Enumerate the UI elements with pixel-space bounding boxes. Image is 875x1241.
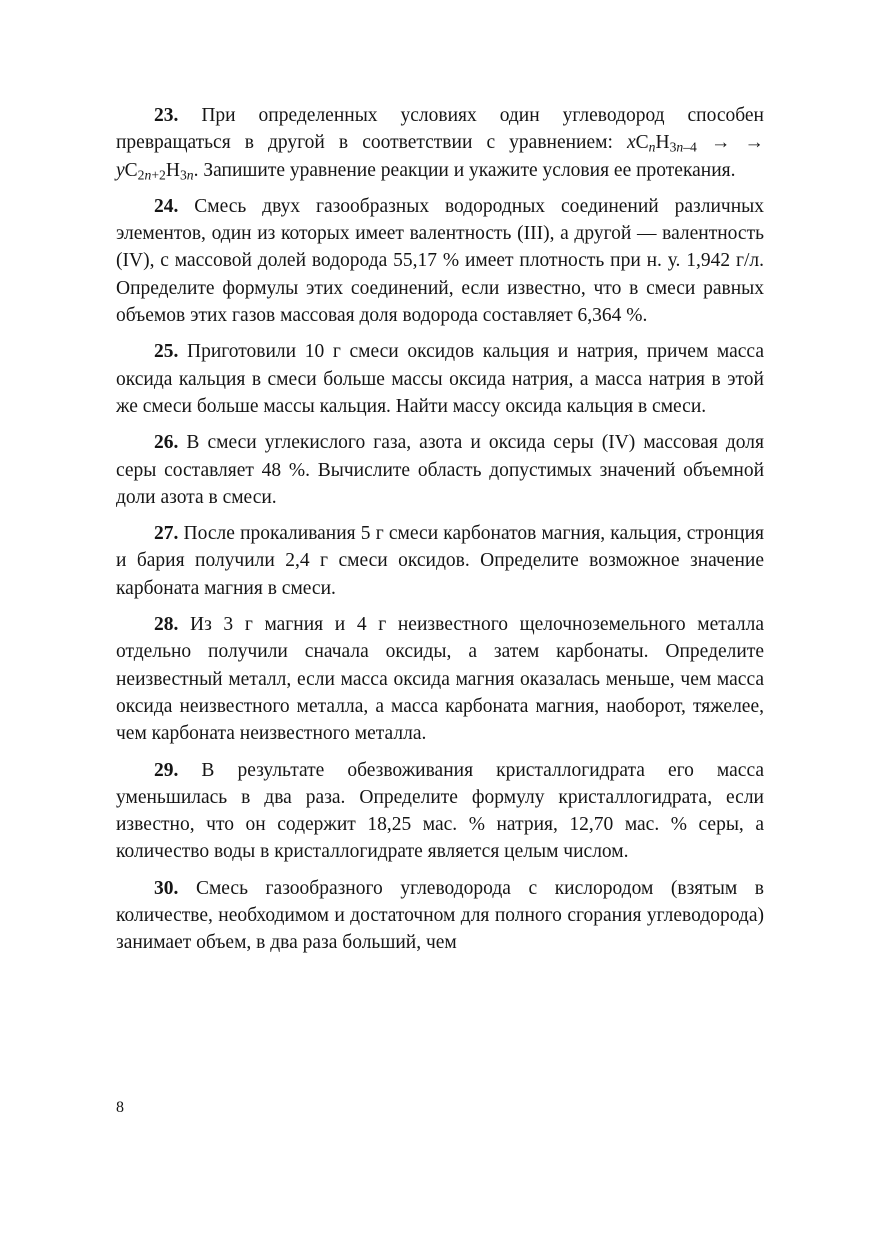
- problem-number: 27.: [154, 523, 179, 545]
- text-segment: Приготовили 10 г смеси оксидов кальция и натрия, причем масса оксида кальция в смеси больше массы оксида натрия, а масса натрия в этой же смеси больше массы кальция. Найти массу оксида кальция в смеси.: [116, 341, 764, 417]
- text-segment: В смеси углекислого газа, азота и оксида серы (IV) массовая доля серы составляет 48 %. Вычислите область допустимых значений объемной доли азота в смеси.: [116, 432, 764, 508]
- text-segment: +2: [151, 167, 166, 182]
- problem-number: 24.: [154, 195, 179, 217]
- problem-number: 30.: [154, 877, 179, 899]
- text-segment: → →: [696, 132, 765, 154]
- text-segment: H: [655, 132, 670, 154]
- problem-paragraph: [116, 520, 764, 602]
- text-segment: y: [116, 159, 125, 181]
- problem-paragraph: [116, 875, 764, 957]
- problem-number: 25.: [154, 341, 179, 363]
- text-segment: n: [144, 167, 152, 182]
- text-segment: –4: [683, 139, 697, 155]
- problem-number: 26.: [154, 432, 179, 454]
- text-segment: 2: [137, 167, 145, 182]
- text-segment: При определенных условиях один углеводород способен превращаться в другой в соответствии с уравнением:: [116, 105, 764, 154]
- text-segment: C: [635, 132, 649, 154]
- text-segment: Смесь двух газообразных водородных соединений различных элементов, один из которых имеет валентность (III), а другой — валентность (IV), с массовой долей водорода 55,17 % имеет плотность при н. у. 1,942 г/л. Определите формулы этих соединений, если известно, что в смеси равных объемов этих газов массовая доля водорода составляет 6,364 %.: [116, 195, 764, 327]
- problem-paragraph: [116, 102, 764, 184]
- page-number: 8: [116, 1099, 124, 1116]
- text-segment: n: [186, 167, 194, 182]
- text-segment: Смесь газообразного углеводорода с кислородом (взятым в количестве, необходимом и достаточном для полного сгорания углеводорода) занимает объем, в два раза больший, чем: [116, 877, 764, 954]
- problems-container: [116, 102, 764, 966]
- text-segment: n: [676, 139, 684, 155]
- problem-number: 28.: [154, 614, 179, 636]
- text-segment: . Запишите уравнение реакции и укажите условия ее протекания.: [193, 159, 736, 181]
- text-segment: 3: [179, 167, 187, 182]
- problem-number: 23.: [154, 105, 179, 126]
- text-segment: C: [124, 159, 138, 181]
- text-segment: H: [165, 159, 180, 181]
- problem-paragraph: [116, 193, 764, 329]
- problem-paragraph: [116, 611, 764, 747]
- text-segment: 3: [669, 139, 677, 155]
- text-segment: В результате обезвоживания кристаллогидрата его масса уменьшилась в два раза. Определите формулу кристаллогидрата, если известно, что он содержит 18,25 мас. % натрия, 12,70 мас. % серы, а количество воды в кристаллогидрате является целым числом.: [116, 759, 764, 863]
- text-segment: После прокаливания 5 г смеси карбонатов магния, кальция, стронция и бария получили 2,4 г смеси оксидов. Определите возможное значение карбоната магния в смеси.: [116, 523, 764, 599]
- problem-number: 29.: [154, 759, 179, 781]
- text-segment: x: [626, 132, 636, 154]
- problem-paragraph: [116, 429, 764, 511]
- text-segment: Из 3 г магния и 4 г неизвестного щелочноземельного металла отдельно получили сначала оксиды, а затем карбонаты. Определите неизвестный металл, если масса оксида магния оказалась меньше, чем масса оксида неизвестного металла, а масса карбоната магния, наоборот, тяжелее, чем карбоната неизвестного металла.: [116, 614, 764, 745]
- problem-paragraph: [116, 757, 764, 866]
- text-segment: n: [648, 139, 656, 155]
- problem-paragraph: [116, 338, 764, 420]
